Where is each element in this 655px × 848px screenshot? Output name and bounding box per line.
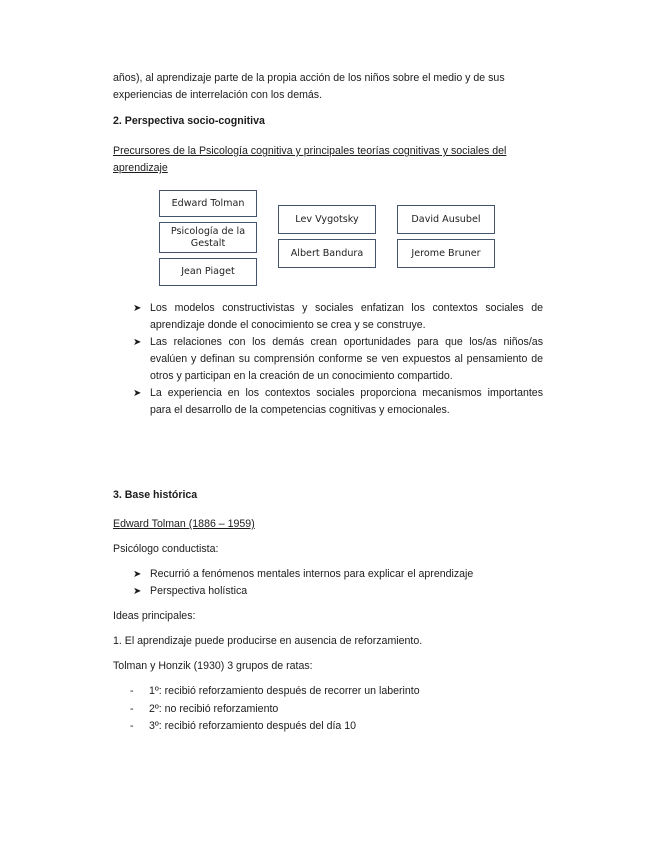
list-item — [133, 583, 543, 600]
socio-cognitive-bullet-list — [133, 300, 543, 419]
bullet-text: Recurrió a fenómenos mentales internos para explicar el aprendizaje — [150, 568, 474, 580]
arrowhead-bullet-icon: ➤ — [133, 388, 142, 399]
ideas-label: Ideas principales: — [113, 610, 196, 622]
intro-line-1: años), al aprendizaje parte de la propia acción de los niños sobre el medio y de sus — [113, 72, 505, 84]
diagram-box-piaget: Jean Piaget — [159, 258, 257, 286]
idea-1-text: 1. El aprendizaje puede producirse en ausencia de reforzamiento. — [113, 635, 423, 647]
person-heading: Edward Tolman (1886 – 1959) — [113, 518, 255, 530]
role-text: Psicólogo conductista: — [113, 543, 219, 555]
diagram-box-vygotsky: Lev Vygotsky — [278, 205, 376, 234]
bullet-text: Perspectiva holística — [150, 585, 248, 597]
list-item — [133, 300, 543, 334]
group-text: 2º: no recibió reforzamiento — [149, 702, 279, 715]
group-text: 3º: recibió reforzamiento después del día 10 — [149, 720, 357, 732]
list-item — [130, 701, 550, 719]
diagram-box-bruner: Jerome Bruner — [397, 239, 495, 268]
experiment-text: Tolman y Honzik (1930) 3 grupos de ratas: — [113, 660, 313, 672]
list-item — [130, 683, 550, 701]
dash-bullet-icon: - — [130, 702, 134, 715]
intro-line-2: experiencias de interrelación con los demás. — [113, 89, 323, 101]
section-2-subheading — [113, 143, 543, 177]
diagram-box-ausubel: David Ausubel — [397, 205, 495, 234]
diagram-box-bandura: Albert Bandura — [278, 239, 376, 268]
dash-bullet-icon: - — [130, 685, 134, 697]
section-2-heading: 2. Perspectiva socio-cognitiva — [113, 115, 265, 127]
intro-paragraph — [113, 70, 543, 104]
bullet-text: Los modelos constructivistas y sociales enfatizan los contextos sociales de aprendizaje donde el conocimiento se crea y se construye. — [150, 302, 543, 331]
list-item — [130, 718, 550, 736]
diagram-box-tolman: Edward Tolman — [159, 190, 257, 217]
list-item — [133, 566, 543, 583]
arrowhead-bullet-icon: ➤ — [133, 569, 142, 580]
rat-groups-list — [130, 683, 550, 736]
arrowhead-bullet-icon: ➤ — [133, 303, 142, 314]
bullet-text: La experiencia en los contextos sociales proporciona mecanismos importantes para el desarrollo de la competencias cognitivas y emocionales. — [150, 387, 543, 416]
tolman-bullet-list — [133, 566, 543, 600]
list-item — [133, 385, 543, 419]
subheading-line-2: aprendizaje — [113, 162, 168, 174]
subheading-line-1: Precursores de la Psicología cognitiva y principales teorías cognitivas y sociales del — [113, 145, 507, 157]
arrowhead-bullet-icon: ➤ — [133, 586, 142, 597]
bullet-text: Las relaciones con los demás crean oportunidades para que los/as niños/as evalúen y definan su comprensión conforme se ven expuestos al pensamiento de otros y participan en la creación de un conocimiento compartido. — [150, 336, 543, 382]
section-3-heading: 3. Base histórica — [113, 489, 198, 501]
dash-bullet-icon: - — [130, 720, 134, 732]
list-item — [133, 334, 543, 385]
group-text: 1º: recibió reforzamiento después de recorrer un laberinto — [149, 685, 420, 697]
diagram-box-gestalt: Psicología de la Gestalt — [159, 222, 257, 253]
arrowhead-bullet-icon: ➤ — [133, 337, 142, 348]
